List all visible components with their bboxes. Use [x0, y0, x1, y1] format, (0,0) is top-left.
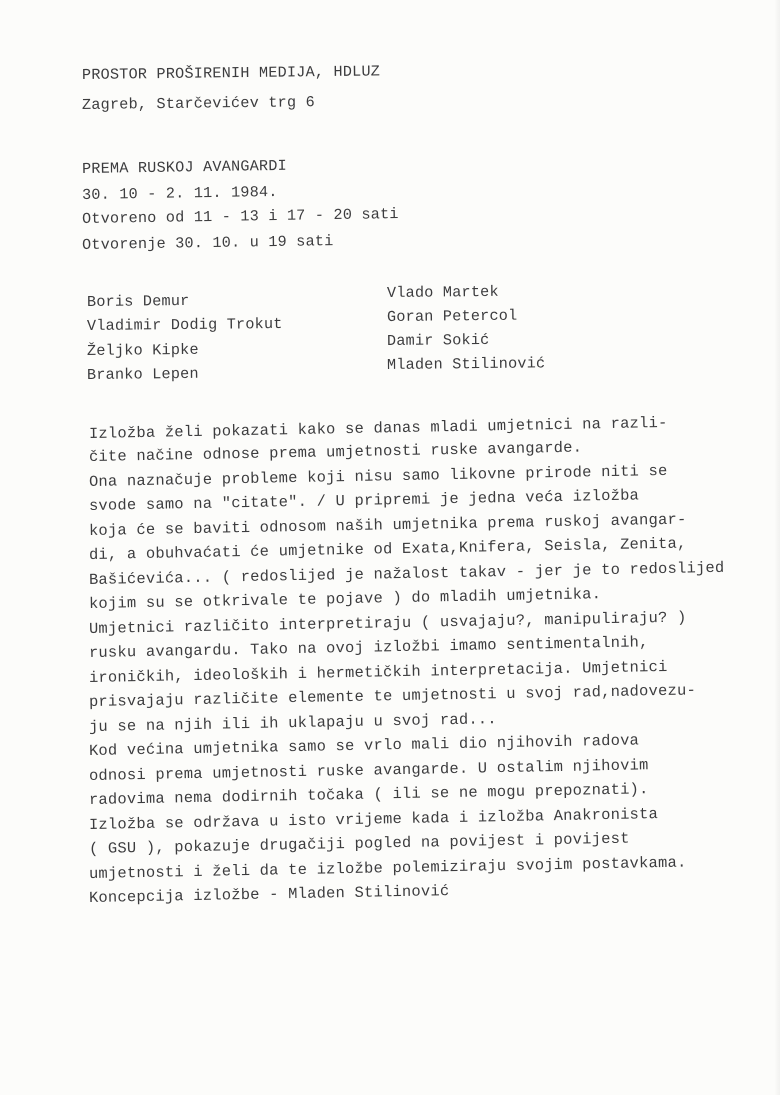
concept-credit: Koncepcija izložbe - Mladen Stilinović — [88, 882, 450, 907]
body-text-line: umjetnosti i želi da te izložbe polemiziraju svojim postavkama. — [88, 853, 687, 883]
exhibition-title: PREMA RUSKOJ AVANGARDI — [81, 156, 288, 178]
body-text-line: di, a obuhvaćati će umjetnike od Exata,Knifera, Seisla, Zenita, — [88, 534, 687, 564]
body-text-line: kojim su se otkrivale te pojave ) do mladih umjetnika. — [88, 585, 602, 613]
artist-name: Vladimir Dodig Trokut — [86, 314, 283, 335]
artist-name: Mladen Stilinović — [386, 354, 546, 374]
organization-name: PROSTOR PROŠIRENIH MEDIJA, HDLUZ — [81, 62, 381, 84]
body-text-line: svode samo na "citate". / U pripremi je jedna veća izložba — [88, 486, 640, 515]
body-text-line: Bašićevića... ( redoslijed je nažalost takav - jer je to redoslijed — [88, 558, 725, 589]
body-text-line: rusku avangardu. Tako na ovoj izložbi imamo sentimentalnih, — [88, 633, 649, 662]
body-text-line: prisvajaju različite elemente te umjetnosti u svoj rad,nadovezu- — [88, 681, 697, 711]
body-text-line: čite načine odnose prema umjetnosti ruske avangarde. — [88, 438, 583, 466]
body-text-line: ju se na njih ili ih uklapaju u svoj rad... — [88, 710, 498, 736]
artist-name: Damir Sokić — [386, 330, 490, 350]
body-text-line: koja će se baviti odnosom naših umjetnika prema ruskoj avangar- — [88, 510, 687, 540]
address: Zagreb, Starčevićev trg 6 — [81, 93, 315, 114]
opening-date: Otvorenje 30. 10. u 19 sati — [81, 232, 334, 254]
body-text-line: ironičkih, ideoloških i hermetičkih interpretacija. Umjetnici — [88, 657, 668, 687]
artist-name: Branko Lepen — [86, 364, 199, 384]
exhibition-dates: 30. 10 - 2. 11. 1984. — [81, 182, 278, 204]
body-text-line: radovima nema dodirnih točaka ( ili se ne mogu prepoznati). — [88, 780, 649, 809]
artist-name: Goran Petercol — [386, 306, 518, 326]
artist-name: Boris Demur — [86, 291, 190, 311]
body-text-line: Ona naznačuje probleme koji nisu samo likovne prirode niti se — [88, 461, 668, 491]
body-text-line: odnosi prema umjetnosti ruske avangarde. U ostalim njihovim — [88, 756, 649, 785]
body-text-line: ( GSU ), pokazuje drugačiji pogled na povijest i povijest — [88, 829, 630, 858]
body-text-line: Kod većina umjetnika samo se vrlo mali dio njihovih radova — [88, 731, 640, 760]
paper-edge-shadow — [774, 0, 780, 1095]
body-text-line: Izložba želi pokazati kako se danas mladi umjetnici na razli- — [88, 413, 668, 443]
artist-name: Vlado Martek — [386, 282, 499, 302]
body-text-line: Izložba se održava u isto vrijeme kada i izložba Anakronista — [88, 805, 659, 834]
opening-hours: Otvoreno od 11 - 13 i 17 - 20 sati — [81, 205, 399, 228]
artist-name: Željko Kipke — [86, 340, 199, 360]
body-text-line: Umjetnici različito interpretiraju ( usvajaju?, manipuliraju? ) — [88, 608, 687, 638]
